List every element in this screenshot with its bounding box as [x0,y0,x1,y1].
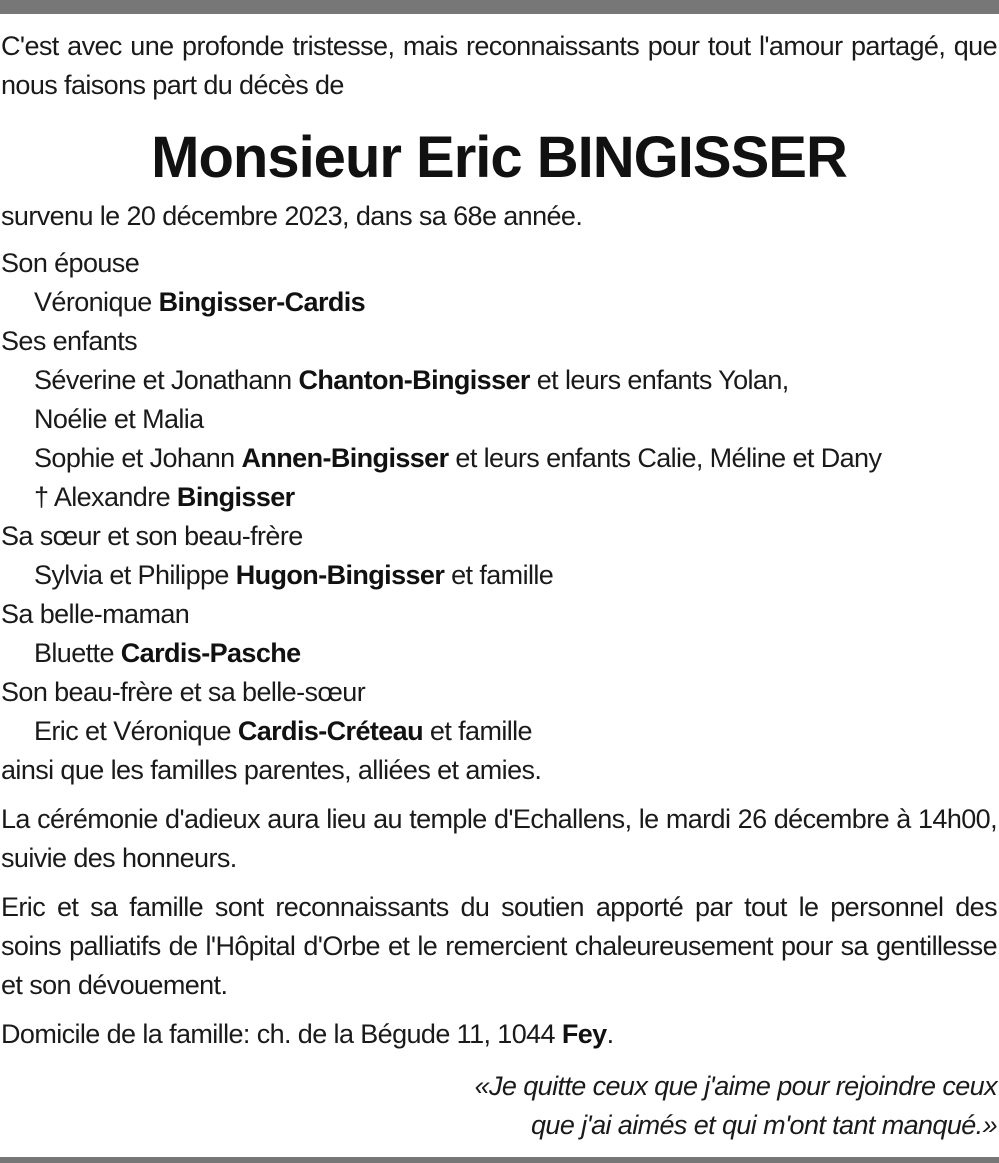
family-label-soeur: Sa sœur et son beau-frère [1,521,303,551]
bottom-rule [0,1157,999,1163]
family-member-enfant3: † Alexandre Bingisser [34,482,295,512]
quote-line-1: «Je quitte ceux que j'aime pour rejoindre ceux [474,1071,997,1101]
death-date-text: survenu le 20 décembre 2023, dans sa 68e année. [1,201,583,231]
family-closing: ainsi que les familles parentes, alliées et amies. [1,755,542,785]
family-member-beaufrere: Eric et Véronique Cardis-Créteau et famille [34,716,532,746]
obituary-notice [1,27,997,1145]
family-member-epouse: Véronique Bingisser-Cardis [34,287,366,317]
closing-quote [1,1067,997,1145]
family-label-bellemaman: Sa belle-maman [1,599,190,629]
family-member-soeur: Sylvia et Philippe Hugon-Bingisser et famille [34,560,554,590]
intro-text: C'est avec une profonde tristesse, mais reconnaissants pour tout l'amour partagé, que nous faisons part du décès de [1,31,997,100]
family-member-enfant2: Sophie et Johann Annen-Bingisser et leurs enfants Calie, Méline et Dany [34,443,882,473]
deceased-name: Monsieur Eric BINGISSER [151,125,847,190]
family-label-beaufrere: Son beau-frère et sa belle-sœur [1,677,366,707]
quote-line-2: que j'ai aimés et qui m'ont tant manqué.» [530,1110,997,1140]
family-member-enfant1-cont: Noélie et Malia [34,404,204,434]
thanks-text: Eric et sa famille sont reconnaissants du soutien apporté par tout le personnel des soins palliatifs de l'Hôpital d'Orbe et le remercient chaleureusement pour sa gentillesse et son dévouement. [1,892,997,1000]
family-member-bellemaman: Bluette Cardis-Pasche [34,638,301,668]
family-list [1,244,997,790]
family-label-enfants: Ses enfants [1,326,137,356]
domicile-text: Domicile de la famille: ch. de la Bégude 11, 1044 Fey. [1,1019,614,1049]
family-label-epouse: Son épouse [1,248,140,278]
top-rule [0,0,999,14]
ceremony-text: La cérémonie d'adieux aura lieu au temple d'Echallens, le mardi 26 décembre à 14h00, suivie des honneurs. [1,804,997,873]
family-member-enfant1: Séverine et Jonathann Chanton-Bingisser et leurs enfants Yolan, [34,365,789,395]
